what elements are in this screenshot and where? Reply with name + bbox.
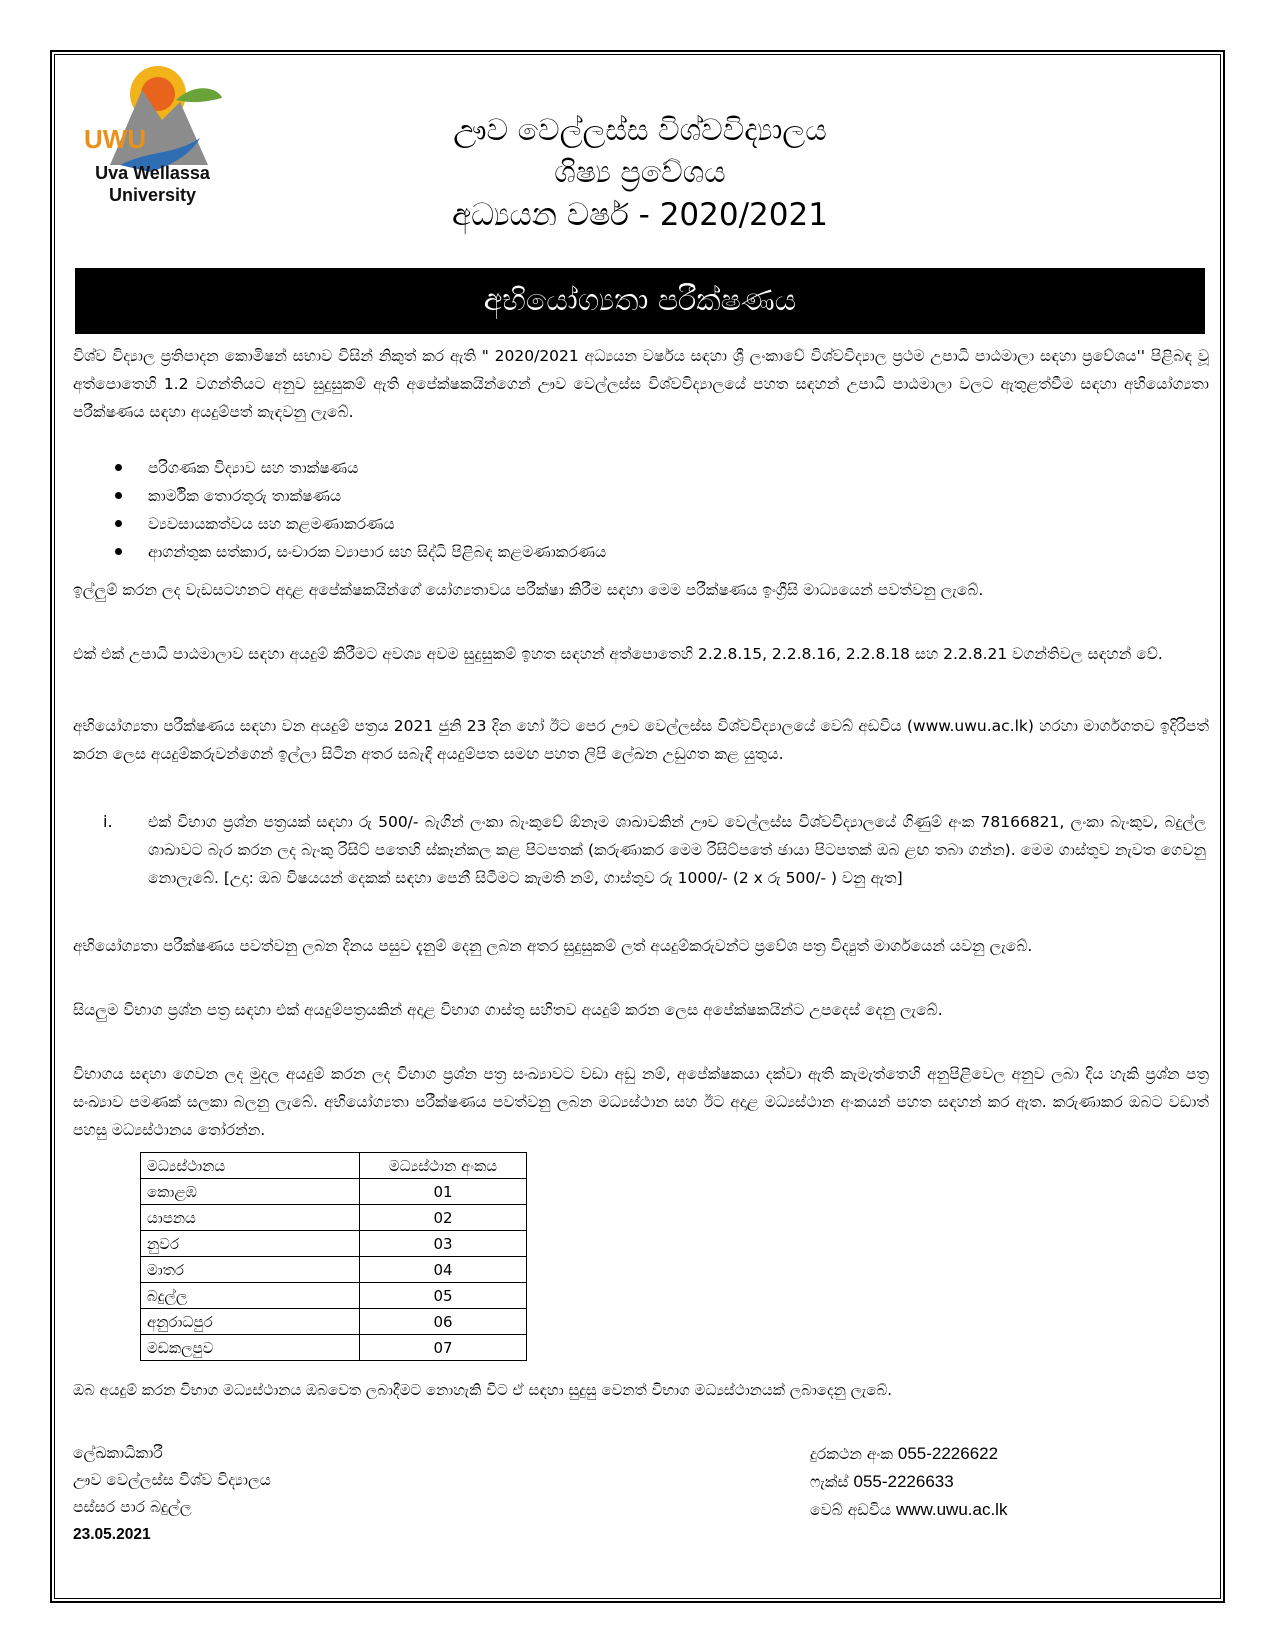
fee-note-text: එක් විභාග ප්‍රශ්න පත්‍රයක් සඳහා රු 500/- බැගින් ලංකා බැංකුවේ ඕනෑම ශාඛාවකින් ඌව වෙල්ලස්ස විශ්වවිද්‍යාලයේ ගිණුම් අංක 78166821, ලංකා බැංකුව, බදුල්ල ශාඛාවට බැර කරන ලද බැංකු රිසිට් පතෙහි ස්කෑන්කල කළ පිටපතක් (කරුණාකර මෙම රිසිට්පතේ ඡායා පිටපතක් ඔබ ළඟ තබා ගන්න). මෙම ගාස්තුව නැවත ගෙවනු නොලැබේ. [උදා: ඔබ විෂයයන් දෙකක් සඳහා පෙනී සිටීමට කැමති නම්, ගාස්තුව රු 1000/- (2 x රු 500/- ) වනු ඇත] xyxy=(148,813,1206,887)
phone-label: දුරකථන අංක xyxy=(810,1445,893,1463)
qualifications-paragraph: එක් එක් උපාධි පාඨමාලාව සඳහා අයදුම් කිරීමට අවශ්‍ය අවම සුදුසුකම් ඉහත සඳහන් අත්පොතෙහි 2.2.8.15, 2.2.8.16, 2.2.8.18 සහ 2.2.8.21 වගන්තිවල සඳහන් වේ. xyxy=(73,645,1163,663)
table-row: කොළඹ 01 xyxy=(141,1179,527,1205)
list-item: ආගන්තුක සත්කාර, සංචාරක ව්‍යාපාර සහ සිද්ධි පිළිබඳ කළමණාකරණය xyxy=(115,538,606,566)
fee-note-marker: i. xyxy=(103,812,113,831)
signature-address: පස්සර පාර බදුල්ල xyxy=(73,1498,192,1516)
admission-paragraph: අභියෝග්‍යතා පරීක්ෂණය පවත්වනු ලබන දිනය පසුව දැනුම් දෙනු ලබන අතර සුදුසුකම් ලත් අයදුම්කරුවන්ට ප්‍රවේශ පත්‍ර විද්‍යුත් මාර්ගයෙන් යවනු ලැබේ. xyxy=(73,937,1033,955)
fax-label: ෆැක්ස් xyxy=(810,1473,849,1491)
phone-line xyxy=(810,1440,1007,1468)
table-row: නුවර 03 xyxy=(141,1231,527,1257)
fax-line xyxy=(810,1468,1007,1496)
bullet-icon xyxy=(115,492,122,499)
website-link[interactable]: www.uwu.ac.lk xyxy=(895,1500,1008,1519)
single-form-paragraph: සියලුම විභාග ප්‍රශ්න පත්‍ර සඳහා එක් අයදුම්පත්‍රයකින් අදාළ විභාග ගාස්තු සහිතව අයදුම් කරන ලෙස අපේක්ෂකයින්ට උපදෙස් දෙනු ලැබේ. xyxy=(73,1001,943,1019)
exam-centers-table xyxy=(140,1152,527,1361)
table-row: අනුරාධපුර 06 xyxy=(141,1309,527,1335)
title-banner: අභියෝග්‍යතා පරීක්ෂණය xyxy=(75,268,1205,334)
column-header-center: මධ්‍යස්ථානය xyxy=(141,1153,360,1179)
signature-block xyxy=(73,1440,271,1548)
document-date: 23.05.2021 xyxy=(73,1526,151,1543)
logo-mark: UWU xyxy=(84,124,147,154)
list-item: ව්‍යවසායකත්වය සහ කළමණාකරණය xyxy=(115,510,606,538)
bullet-icon xyxy=(115,464,122,471)
logo-text-line1: Uva Wellassa xyxy=(95,163,210,183)
bullet-icon xyxy=(115,520,122,527)
header-admission: ශිෂ්‍ය ප්‍රවේශය xyxy=(554,155,726,190)
fax-number: 055-2226633 xyxy=(853,1472,954,1491)
table-row: මාතර 04 xyxy=(141,1257,527,1283)
column-header-number: මධ්‍යස්ථාන අංකය xyxy=(360,1153,527,1179)
logo-wordmark xyxy=(80,162,225,206)
program-list xyxy=(115,454,606,566)
centers-footnote: ඔබ අයදුම් කරන විභාග මධ්‍යස්ථානය ඔබවෙත ලබාදීමට නොහැකි විට ඒ සඳහා සුදුසු වෙනත් විභාග මධ්‍යස්ථානයක් ලබාදෙනු ලැබේ. xyxy=(73,1381,892,1399)
header-academic-year: අධ්‍යයන වර්ෂ - 2020/2021 xyxy=(452,197,828,233)
signature-title: ලේඛකාධිකාරී xyxy=(73,1444,163,1462)
list-item: පරිගණක විද්‍යාව සහ තාක්ෂණය xyxy=(115,454,606,482)
table-header-row xyxy=(141,1153,527,1179)
application-paragraph: අභියෝග්‍යතා පරීක්ෂණය සඳහා වන අයදුම් පත්‍රය 2021 ජුනි 23 දින හෝ ඊට පෙර ඌව වෙල්ලස්ස විශ්වවිද්‍යාලයේ වෙබ් අඩවිය (www.uwu.ac.lk) හරහා මාර්ගගතව ඉදිරිපත් කරන ලෙස අයදුම්කරුවන්ගෙන් ඉල්ලා සිටින අතර සබැඳි අයදුම්පත සමඟ පහත ලිපි ලේඛන උඩුගත කළ යුතුය. xyxy=(73,717,1209,763)
web-line xyxy=(810,1496,1007,1524)
logo-text-line2: University xyxy=(108,185,197,205)
bullet-icon xyxy=(115,548,122,555)
centers-paragraph: විභාගය සඳහා ගෙවන ලද මුදල අයදුම් කරන ලද විභාග ප්‍රශ්න පත්‍ර සංඛ්‍යාවට වඩා අඩු නම්, අපේක්ෂකයා දක්වා ඇති කැමැත්තෙහි අනුපිළිවෙල අනුව ලබා දිය හැකි ප්‍රශ්න පත්‍ර සංඛ්‍යාව පමණක් සලකා බලනු ලැබේ. අභියෝග්‍යතා පරීක්ෂණය පවත්වනු ලබන මධ්‍යස්ථාන සහ ඊට අදාළ මධ්‍යස්ථාන අංකයන් පහත සඳහන් කර ඇත. කරුණාකර ඔබට වඩාත් පහසු මධ්‍යස්ථානය තෝරන්න. xyxy=(73,1065,1209,1139)
table-row: බදුල්ල 05 xyxy=(141,1283,527,1309)
medium-paragraph: ඉල්ලුම් කරන ලද වැඩසටහනට අදාළ අපේක්ෂකයින්ගේ යෝග්‍යතාවය පරීක්ෂා කිරීම සඳහා මෙම පරීක්ෂණය ඉංග්‍රීසි මාධ්‍යයෙන් පවත්වනු ලැබේ. xyxy=(73,581,984,599)
intro-paragraph: විශ්ව විද්‍යාල ප්‍රතිපාදන කොමිෂන් සභාව විසින් නිකුත් කර ඇති " 2020/2021 අධ්‍යයන වර්ෂය සඳහා ශ්‍රී ලංකාවේ විශ්වවිද්‍යාල ප්‍රථම උපාධි පාඨමාලා සඳහා ප්‍රවේශය'' පිළිබඳ වූ අත්පොතෙහි 1.2 වගන්තියට අනුව සුදුසුකම් ඇති අපේක්ෂකයින්ගෙන් ඌව වෙල්ලස්ස විශ්වවිද්‍යාලයේ පහත සඳහන් උපාධි පාඨමාලා වලට ඇතුළත්වීම සඳහා අභියෝග්‍යතා පරීක්ෂණය සඳහා අයදුම්පත් කැඳවනු ලැබේ. xyxy=(73,347,1209,421)
web-label: වෙබ් අඩවිය xyxy=(810,1501,892,1519)
list-item: කාර්මික තොරතුරු තාක්ෂණය xyxy=(115,482,606,510)
document-header xyxy=(330,110,950,236)
phone-number: 055-2226622 xyxy=(897,1444,999,1463)
header-university-name: ඌව වෙල්ලස්ස විශ්වවිද්‍යාලය xyxy=(453,113,827,148)
table-row: යාපනය 02 xyxy=(141,1205,527,1231)
signature-institution: ඌව වෙල්ලස්ස විශ්ව විද්‍යාලය xyxy=(73,1471,271,1489)
table-row: මඩකලපුව 07 xyxy=(141,1335,527,1361)
contact-block xyxy=(810,1440,1007,1524)
